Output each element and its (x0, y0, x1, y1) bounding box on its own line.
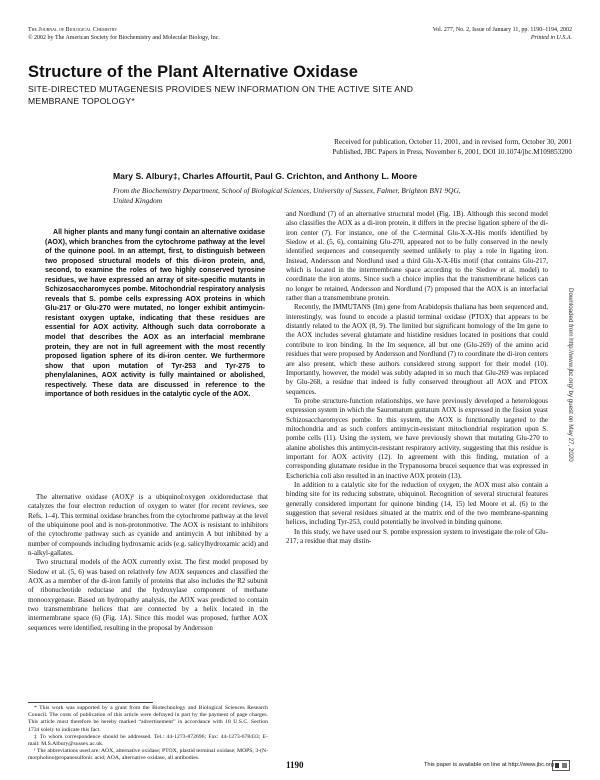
right-column-body (286, 210, 548, 546)
paragraph: and Nordlund (7) of an alternative structural model (Fig. 1B). Although this second model also classifies the AOX as a di-iron protein, it differs in the precise ligation sphere of the di-iron center (7). For instance, one of the C-terminal Glu-X-X-His motifs identified by Siedow et al. (5, 6), containing Glu-270, appeared not to be fully conserved in the newly identified sequences and consequently seemed unlikely to play a role in ligating iron. Instead, Andersson and Nordlund used a third Glu-X-X-His motif (that contains Glu-217, which is located in the intermembrane space according to the Siedow et al. model) to coordinate the iron atoms. Since such a choice implies that the transmembrane helices can no longer be retained, Andersson and Nordlund (7) proposed that the AOX is an interfacial rather than a transmembrane protein. (286, 210, 548, 303)
availability-note: This paper is available on line at http://www.jbc.org (423, 762, 554, 768)
paragraph: In this study, we have used our S. pombe expression system to investigate the role of Glu-217, a residue that may distin- (286, 527, 548, 546)
printed-line: Printed in U.S.A. (530, 34, 572, 41)
page-number: 1190 (286, 760, 304, 770)
article-subtitle: SITE-DIRECTED MUTAGENESIS PROVIDES NEW INFORMATION ON THE ACTIVE SITE AND MEMBRANE TOPOLOGY* (28, 84, 414, 106)
article-title: Structure of the Plant Alternative Oxidase (28, 63, 359, 81)
paragraph: The alternative oxidase (AOX)¹ is a ubiquinol:oxygen oxidoreductase that catalyzes the four electron reduction of oxygen to water (for recent reviews, see Refs. 1–4). This terminal oxidase branches from the cytochrome pathway at the level of the ubiquinone pool and is non-protonmotive. The AOX is resistant to inhibitors of the cytochrome pathway such as cyanide and antimycin A but inhibited by a number of compounds including hydroxamic acids (e.g. salicylhydroxamic acid) and n-alkyl-gallates. (28, 493, 268, 558)
journal-header (28, 27, 220, 42)
volume-line: Vol. 277, No. 2, Issue of January 11, pp. 1190–1194, 2002 (432, 27, 572, 33)
paragraph: In addition to a catalytic site for the reduction of oxygen, the AOX must also contain a binding site for its reducing substrate, ubiquinol. Recognition of several structural features generally considered important for quinone binding (14, 15) led Moore et al. (6) to the suggestion that several residues situated at the matrix end of the two membrane-spanning helices, including Tyr-253, could potentially be involved in binding quinone. (286, 480, 548, 527)
abstract: All higher plants and many fungi contain an alternative oxidase (AOX), which branches from the cytochrome pathway at the level of the quinone pool. In an attempt, first, to distinguish between two proposed structural models of this di-iron protein, and, second, to examine the roles of two highly conserved tyrosine residues, we have expressed an array of site-specific mutants in Schizosaccharomyces pombe. Mitochondrial respiratory analysis reveals that S. pombe cells expressing AOX proteins in which Glu-217 or Glu-270 were mutated, no longer exhibit antimycin-resistant oxygen uptake, indicating that these residues are essential for AOX activity. Although such data corroborate a model that describes the AOX as an interfacial membrane protein, they are not in full agreement with the most recently proposed ligation sphere of its di-iron center. We furthermore show that upon mutation of Tyr-253 and Tyr-275 to phenylalanines, AOX activity is fully maintained or abolished, respectively. These data are discussed in reference to the importance of both residues in the catalytic cycle of the AOX. (45, 229, 265, 399)
author-list: Mary S. Albury‡, Charles Affourtit, Paul G. Crichton, and Anthony L. Moore (113, 171, 418, 181)
issue-header (433, 27, 572, 42)
footnote-funding: * This work was supported by a grant from the Biotechnology and Biological Sciences Research Council. The costs of publication of this article were defrayed in part by the payment of page charges. This article must therefore be hereby marked “advertisement” in accordance with 18 U.S.C. Section 1734 solely to indicate this fact. (28, 705, 268, 733)
paragraph: Two structural models of the AOX currently exist. The first model proposed by Siedow et al. (5, 6) was based on relatively few AOX sequences and classified the AOX as a member of the di-iron family of proteins that also includes the R2 subunit of ribonucleotide reductase and the hydroxylase component of methane monooxygenase. Based on hydropathy analysis, the AOX was predicted to contain two transmembrane helices that are connected by a helix located in the intermembrane space (6) (Fig. 1A). Since this model was proposed, further AOX sequences were identified, resulting in the proposal by Andersson (28, 558, 268, 632)
received-line: Received for publication, October 11, 2001, and in revised form, October 30, 2001 (334, 138, 572, 146)
footnote-rule (28, 702, 153, 703)
left-column-body (28, 493, 268, 633)
download-stamp: Downloaded from http://www.jbc.org/ by guest on May 27, 2020 (567, 288, 574, 462)
copyright-line: © 2002 by The American Society for Biochemistry and Molecular Biology, Inc. (28, 34, 220, 41)
footnote-abbreviations: ¹ The abbreviations used are: AOX, alternative oxidase; PTOX, plastid terminal oxidase; MOPS, 3-(N-morpholino)propanesulfonic acid; AOA, alternative oxidase, all antibodies. (28, 748, 268, 762)
footnote-correspondence: ‡ To whom correspondence should be addressed. Tel.: 44-1273-872696; Fax: 44-1273-678433; E-mail: M.S.Albury@sussex.ac.uk. (28, 733, 268, 748)
footnotes (28, 705, 268, 763)
journal-name: The Journal of Biological Chemistry (28, 27, 118, 33)
paragraph: To probe structure-function relationships, we have previously developed a heterologous expression system in which the Sauromatum guttatum AOX is expressed in the fission yeast Schizosaccharomyces pombe. In this system, the AOX is functionally targeted to the mitochondria and as such confers antimycin-resistant mitochondrial respiration upon S. pombe cells (11). Using the system, we have previously shown that mutating Glu-270 to alanine abolishes this antimycin-resistant respiratory activity, suggesting that this residue is important for AOX activity (12). In agreement with this finding, mutation of a corresponding glutamate residue in the Trypanosoma brucei sequence that was expressed in Escherichia coli also resulted in an inactive AOX protein (13). (286, 396, 548, 480)
publication-history (172, 137, 572, 157)
publisher-logo-icon (552, 760, 570, 771)
paragraph: Recently, the IMMUTANS (Im) gene from Arabidopsis thaliana has been sequenced and, interestingly, was found to encode a plastid terminal oxidase (PTOX) that appears to be distantly related to the AOX (8, 9). The limited but significant homology of the Im gene to the AOX includes several glutamate and histidine residues located in positions that could contribute to iron binding. In the Im sequence, all but one (Glu-269) of the amino acid residues that were proposed by Andersson and Nordlund (7) to coordinate the di-iron centers are also present, which these authors considered strong support for their model (10). Importantly, however, the model was subtly adapted in so much that Glu-269 was replaced by Glu-268, a residue that indeed is fully conserved throughout all AOX and PTOX sequences. (286, 303, 548, 396)
published-line: Published, JBC Papers in Press, November 6, 2001, DOI 10.1074/jbc.M109853200 (332, 148, 572, 156)
affiliation: From the Biochemistry Department, School of Biological Sciences, University of Sussex, Falmer, Brighton BN1 9QG, United Kingdom (113, 186, 461, 205)
